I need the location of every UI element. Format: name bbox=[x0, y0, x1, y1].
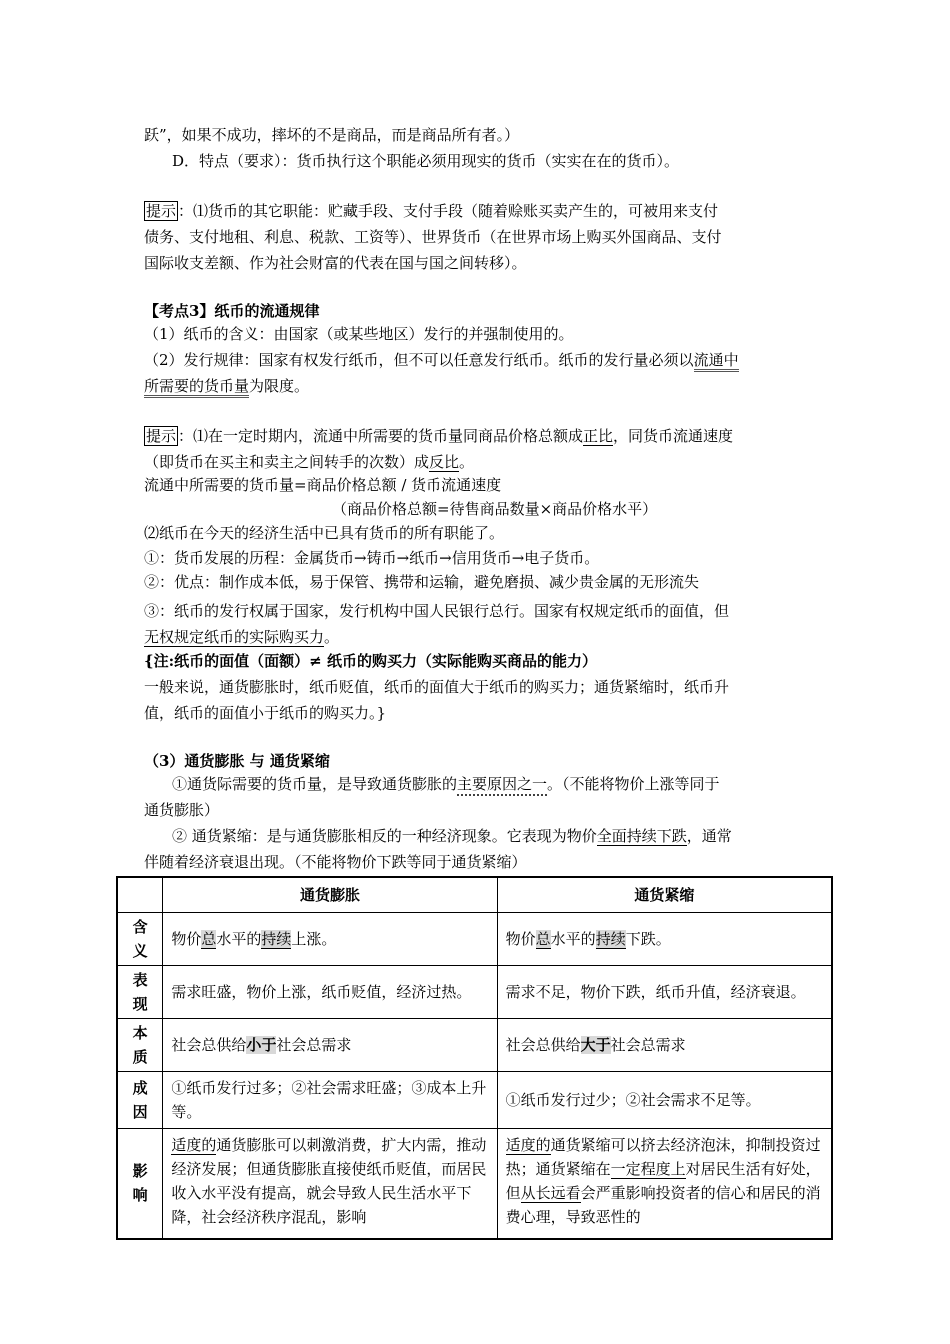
text: 水平的 bbox=[550, 930, 596, 948]
formula: 流通中所需要的货币量=商品价格总额 / 货币流通速度 bbox=[144, 476, 502, 494]
text-line: D．特点（要求）：货币执行这个职能必须用现实的货币（实实在在的货币）。 bbox=[172, 152, 680, 170]
row-label: 影响 bbox=[117, 1129, 163, 1239]
row-label: 含义 bbox=[117, 913, 163, 966]
highlight-text: 小于 bbox=[246, 1036, 277, 1054]
formula: （商品价格总额=待售商品数量×商品价格水平） bbox=[332, 500, 658, 518]
text-line: 一般来说，通货膨胀时，纸币贬值，纸币的面值大于纸币的购买力；通货紧缩时，纸币升 bbox=[144, 678, 730, 696]
text-line: 伴随着经济衰退出现。（不能将物价下跌等同于通货紧缩） bbox=[144, 853, 527, 871]
text-line: 跃”，如果不成功，摔坏的不是商品，而是商品所有者。） bbox=[144, 126, 520, 144]
text: 社会总需求 bbox=[610, 1036, 686, 1054]
text-line bbox=[144, 349, 739, 371]
table-cell bbox=[163, 1019, 497, 1072]
text: 为限度。 bbox=[249, 377, 310, 395]
section-heading: （3）通货膨胀 与 通货紧缩 bbox=[144, 752, 330, 770]
underlined-text: 适度的 bbox=[505, 1136, 551, 1154]
text: 。（不能将物价上涨等同于 bbox=[547, 775, 720, 793]
underlined-text: 反比 bbox=[429, 453, 460, 471]
text: 通货膨胀可以刺激消费，扩大内需，推动经济发展；但通货膨胀直接使纸币贬值，而居民收入水平没有提高，就会导致人民生活水平下降，社会经济秩序混乱，影响 bbox=[171, 1136, 487, 1226]
text: ，同货币流通速度 bbox=[613, 427, 734, 445]
table-row bbox=[117, 1072, 832, 1129]
underlined-text: 无权规定纸币的实际购买力 bbox=[144, 628, 325, 646]
row-label: 表现 bbox=[117, 966, 163, 1019]
highlight-text: 持续 bbox=[261, 930, 292, 948]
hint-label: 提示 bbox=[146, 427, 177, 445]
underlined-text: 所需要的货币量 bbox=[144, 377, 249, 398]
text: 对居民生活有好处，但 bbox=[505, 1160, 821, 1202]
text: 。 bbox=[459, 453, 475, 471]
table-row bbox=[117, 1129, 832, 1239]
underlined-text: 从长远看 bbox=[520, 1184, 581, 1202]
underlined-text: 正比 bbox=[583, 427, 614, 445]
text-line: ①：货币发展的历程：金属货币→铸币→纸币→信用货币→电子货币。 bbox=[144, 549, 600, 567]
table-cell: 需求旺盛，物价上涨，纸币贬值，经济过热。 bbox=[163, 966, 497, 1019]
highlight-text: 大于 bbox=[580, 1036, 611, 1054]
table-header-cell: 通货膨胀 bbox=[163, 877, 497, 913]
underlined-text: 一定程度上 bbox=[610, 1160, 686, 1178]
text-line bbox=[144, 626, 339, 648]
text-line: （1）纸币的含义：由国家（或某些地区）发行的并强制使用的。 bbox=[144, 325, 574, 343]
text: 上涨。 bbox=[291, 930, 337, 948]
text: ：⑴货币的其它职能：贮藏手段、支付手段（随着赊账买卖产生的，可被用来支付 bbox=[178, 202, 719, 220]
table-cell bbox=[163, 913, 497, 966]
section-heading: 【考点3】纸币的流通规律 bbox=[144, 302, 320, 320]
text: 水平的 bbox=[216, 930, 262, 948]
table-row bbox=[117, 913, 832, 966]
text: ② 通货紧缩：是与通货膨胀相反的一种经济现象。它表现为物价 bbox=[172, 827, 597, 845]
underlined-text: 全面持续下跌 bbox=[596, 827, 687, 845]
underlined-text: 适度的 bbox=[171, 1136, 217, 1154]
hint-paragraph bbox=[144, 200, 718, 222]
text: 社会总供给 bbox=[171, 1036, 247, 1054]
text-line bbox=[144, 375, 309, 397]
table-cell bbox=[497, 913, 832, 966]
highlight-text: 持续 bbox=[595, 930, 626, 948]
table-cell bbox=[497, 1019, 832, 1072]
text: 社会总需求 bbox=[276, 1036, 352, 1054]
text-line: 国际收支差额、作为社会财富的代表在国与国之间转移）。 bbox=[144, 254, 527, 272]
text-line bbox=[172, 825, 732, 847]
table-header-row bbox=[117, 877, 832, 913]
text: 。 bbox=[324, 628, 340, 646]
text-line bbox=[172, 773, 720, 795]
table-cell: 需求不足，物价下跌，纸币升值，经济衰退。 bbox=[497, 966, 832, 1019]
text-line: 债务、支付地租、利息、税款、工资等）、世界货币（在世界市场上购买外国商品、支付 bbox=[144, 228, 722, 246]
text-line: 值，纸币的面值小于纸币的购买力。} bbox=[144, 704, 387, 722]
text: 下跌。 bbox=[625, 930, 671, 948]
text: 社会总供给 bbox=[505, 1036, 581, 1054]
emphasis-text: 主要原因之一 bbox=[457, 775, 548, 793]
highlight-text: 总 bbox=[535, 930, 551, 948]
table-cell: ①纸币发行过多；②社会需求旺盛；③成本上升等。 bbox=[163, 1072, 497, 1129]
table-cell bbox=[497, 1129, 832, 1239]
underlined-text: 流通中 bbox=[694, 351, 739, 372]
comparison-table bbox=[116, 876, 833, 1240]
text: 通货紧缩可以挤去经济泡沫，抑制投资过热；通货紧缩在 bbox=[505, 1136, 821, 1178]
text-line: 通货膨胀） bbox=[144, 801, 220, 819]
text-line: ⑵纸币在今天的经济生活中已具有货币的所有职能了。 bbox=[144, 524, 505, 542]
text: 物价 bbox=[505, 930, 536, 948]
table-header-cell: 通货紧缩 bbox=[497, 877, 832, 913]
text: 物价 bbox=[171, 930, 202, 948]
text: （2）发行规律：国家有权发行纸币，但不可以任意发行纸币。纸币的发行量必须以 bbox=[144, 351, 694, 369]
table-cell bbox=[163, 1129, 497, 1239]
highlight-text: 总 bbox=[201, 930, 217, 948]
text: （即货币在买主和卖主之间转手的次数）成 bbox=[144, 453, 430, 471]
table-cell: ①纸币发行过少；②社会需求不足等。 bbox=[497, 1072, 832, 1129]
text-line bbox=[144, 451, 474, 473]
text: 会严重影响投资者的信心和居民的消费心理，导致恶性的 bbox=[505, 1184, 821, 1226]
row-label: 本质 bbox=[117, 1019, 163, 1072]
text-line: ②：优点：制作成本低，易于保管、携带和运输，避免磨损、减少贵金属的无形流失 bbox=[144, 573, 700, 591]
text: ①通货际需要的货币量，是导致通货膨胀的 bbox=[172, 775, 458, 793]
table-header-cell bbox=[117, 877, 163, 913]
text: ：⑴在一定时期内，流通中所需要的货币量同商品价格总额成 bbox=[178, 427, 584, 445]
hint-label: 提示 bbox=[146, 202, 177, 220]
table-row bbox=[117, 1019, 832, 1072]
table-row bbox=[117, 966, 832, 1019]
row-label: 成因 bbox=[117, 1072, 163, 1129]
note-line: {注:纸币的面值（面额）≠ 纸币的购买力（实际能购买商品的能力） bbox=[144, 652, 597, 670]
hint-paragraph bbox=[144, 425, 733, 447]
text-line: ③：纸币的发行权属于国家，发行机构中国人民银行总行。国家有权规定纸币的面值，但 bbox=[144, 602, 730, 620]
text: ，通常 bbox=[686, 827, 732, 845]
